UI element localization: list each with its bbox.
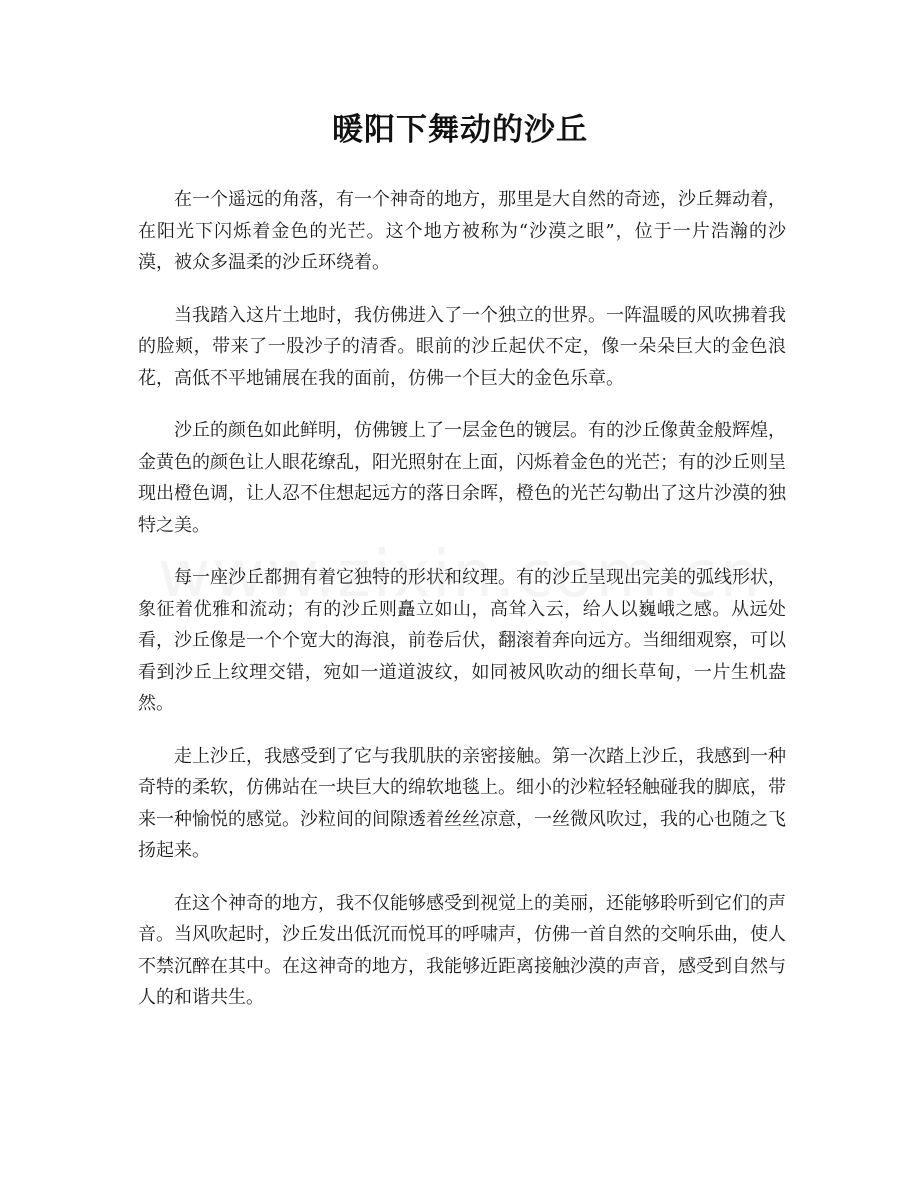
document-title: 暖阳下舞动的沙丘 — [332, 112, 588, 148]
document-body — [138, 184, 786, 1035]
paragraph-3: 沙丘的颜色如此鲜明，仿佛镀上了一层金色的镀层。有的沙丘像黄金般辉煌，金黄色的颜色让人眼花缭乱，阳光照射在上面，闪烁着金色的光芒；有的沙丘则呈现出橙色调，让人忍不住想起远方的落日余晖，橙色的光芒勾勒出了这片沙漠的独特之美。 — [138, 420, 786, 536]
paragraph-1: 在一个遥远的角落，有一个神奇的地方，那里是大自然的奇迹，沙丘舞动着，在阳光下闪烁着金色的光芒。这个地方被称为“沙漠之眼”，位于一片浩瀚的沙漠，被众多温柔的沙丘环绕着。 — [138, 189, 786, 273]
paragraph-5: 走上沙丘，我感受到了它与我肌肤的亲密接触。第一次踏上沙丘，我感到一种奇特的柔软，仿佛站在一块巨大的绵软地毯上。细小的沙粒轻轻触碰我的脚底，带来一种愉悦的感觉。沙粒间的间隙透着丝丝凉意，一丝微风吹过，我的心也随之飞扬起来。 — [138, 745, 786, 861]
paragraph-6: 在这个神奇的地方，我不仅能够感受到视觉上的美丽，还能够聆听到它们的声音。当风吹起时，沙丘发出低沉而悦耳的呼啸声，仿佛一首自然的交响乐曲，使人不禁沉醉在其中。在这神奇的地方，我能够近距离接触沙漠的声音，感受到自然与人的和谐共生。 — [138, 892, 786, 1008]
paragraph-2: 当我踏入这片土地时，我仿佛进入了一个独立的世界。一阵温暖的风吹拂着我的脸颊，带来了一股沙子的清香。眼前的沙丘起伏不定，像一朵朵巨大的金色浪花，高低不平地铺展在我的面前，仿佛一个巨大的金色乐章。 — [138, 304, 786, 389]
paragraph-4: 每一座沙丘都拥有着它独特的形状和纹理。有的沙丘呈现出完美的弧线形状，象征着优雅和流动；有的沙丘则矗立如山，高耸入云，给人以巍峨之感。从远处看，沙丘像是一个个宽大的海浪，前卷后伏，翻滚着奔向远方。当细细观察，可以看到沙丘上纹理交错，宛如一道道波纹，如同被风吹动的细长草甸，一片生机盎然。 — [138, 567, 786, 714]
